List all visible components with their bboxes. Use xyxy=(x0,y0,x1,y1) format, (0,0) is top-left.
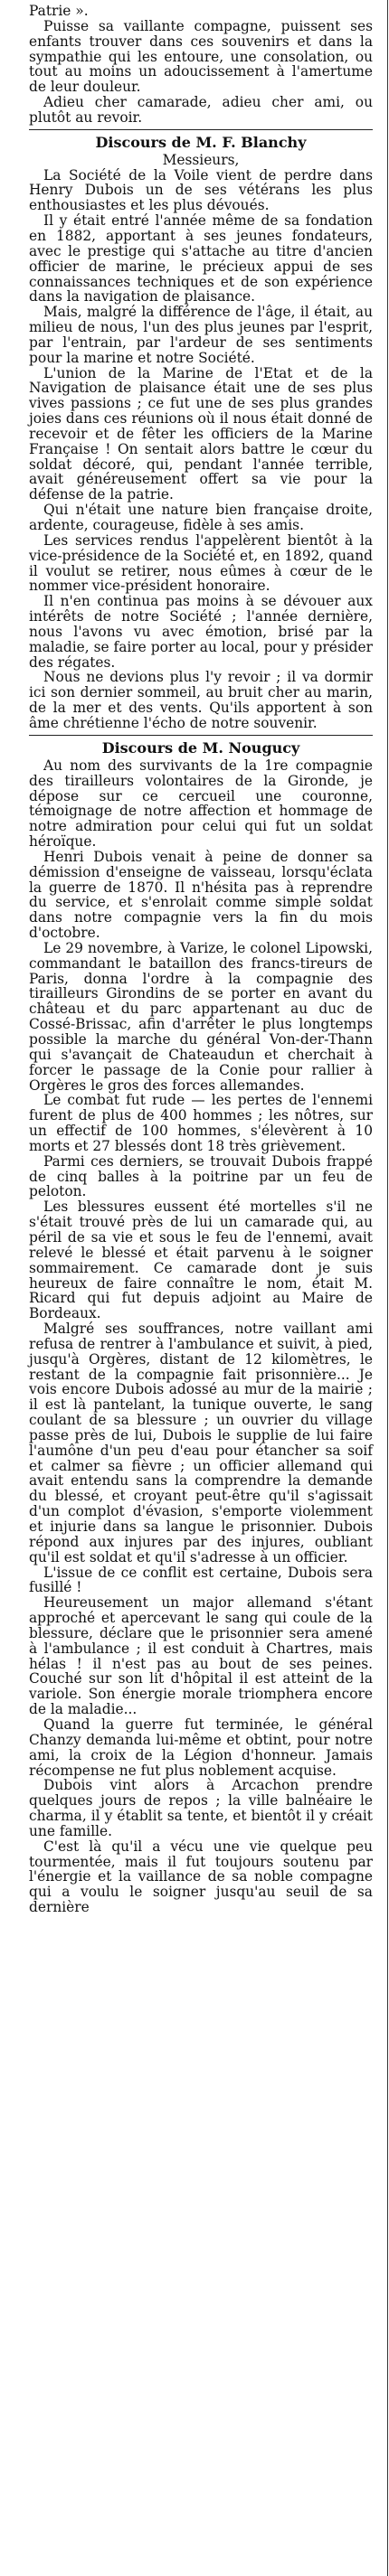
speech-blanchy-paragraph: Nous ne devions plus l'y revoir ; il va dormir ici son dernier sommeil, au bruit cher au marin, de la mer et des vents. Qu'ils apportent à son âme chrétienne l'écho de notre souvenir. xyxy=(29,669,373,731)
speech-blanchy-paragraph: Il y était entré l'année même de sa fondation en 1882, apportant à ses jeunes fondateurs, avec le prestige qui s'attache au titre d'ancien officier de marine, le précieux appui de ses connaissances techniques et de son expérience dans la navigation de plaisance. xyxy=(29,212,373,306)
speech-nougucy-paragraph: L'issue de ce conflit est certaine, Dubois sera fusillé ! xyxy=(29,1564,373,1596)
speech-nougucy-paragraph: Parmi ces derniers, se trouvait Dubois frappé de cinq balles à la poitrine par un feu de peloton. xyxy=(29,1152,373,1200)
column-rule-right xyxy=(387,0,388,2576)
speech-blanchy-salutation: Messieurs, xyxy=(162,151,240,168)
speech-blanchy-paragraph: Les services rendus l'appelèrent bientôt à la vice-présidence de la Société et, en 1892, quand il voulut se retirer, nous eûmes à cœur de le nommer vice-président honoraire. xyxy=(29,531,373,595)
speech-nougucy-paragraph: Heureusement un major allemand s'étant approché et apercevant le sang qui coule de la blessure, déclare que le prisonnier sera amené à l'ambulance ; il est conduit à Chartres, mais hélas ! il n'est pas au bout de ses peines. Couché sur son lit d'hôpital il est atteint de la variole. Son énergie morale triomphera encore de la maladie... xyxy=(29,1594,373,1718)
intro-paragraph-1: Patrie ». xyxy=(29,3,89,19)
intro-paragraph-3: Adieu cher camarade, adieu cher ami, ou plutôt au revoir. xyxy=(29,94,373,126)
speech-nougucy-paragraph: Malgré ses souffrances, notre vaillant ami refusa de rentrer à l'ambulance et suivit, à pied, jusqu'à Orgères, distant de 12 kilomètres, le restant de la compagnie fait prisonnière... Je vois encore Dubois adossé au mur de la mairie ; il est là pantelant, la tunique ouverte, le sang coulant de sa blessure ; un ouvrier du village passe près de lui, Dubois le supplie de lui faire l'aumône d'un peu d'eau pour étancher sa soif et calmer sa fièvre ; un officier allemand qui avait entendu sans la comprendre la demande du blessé, et croyant peut-être qu'il s'agissait d'un complot d'évasion, s'emporte violemment et injurie dans sa langue le prisonnier. Dubois répond aux injures par des injures, oubliant qu'il est soldat et qu'il s'adresse à un officier. xyxy=(29,1321,373,1565)
speech-nougucy-paragraph: C'est là qu'il a vécu une vie quelque peu tourmentée, mais il fut toujours soutenu par l'énergie et la vaillance de sa noble compagne qui a voulu le soigner jusqu'au seuil de sa dernière xyxy=(29,1838,373,1916)
speech-blanchy-title: Discours de M. F. Blanchy xyxy=(95,133,307,151)
speech-blanchy-paragraph: L'union de la Marine de l'Etat et de la Navigation de plaisance était une de ses plus vives passions ; ce fut une de ses plus grandes joies dans ces réunions où il nous était donné de recevoir et de fêter les officiers de la Marine Française ! On sentait alors battre le cœur du soldat décoré, qui, pendant l'année terrible, avait généreusement offert sa vie pour la défense de la patrie. xyxy=(29,364,373,503)
speech-nougucy-paragraph: Henri Dubois venait à peine de donner sa démission d'enseigne de vaisseau, lorsqu'éclata la guerre de 1870. Il n'hésita pas à reprendre du service, et s'enrolait comme simple soldat dans notre compagnie vers la fin du mois d'octobre. xyxy=(29,848,373,942)
intro-paragraph-2: Puisse sa vaillante compagne, puissent ses enfants trouver dans ces souvenirs et dans la sympathie qui les entoure, une consolation, ou tout au moins un adoucissement à l'amertume de leur douleur. xyxy=(29,17,373,96)
speech-nougucy-paragraph: Dubois vint alors à Arcachon prendre quelques jours de repos ; la ville balnéaire le charma, il y établit sa tente, et bientôt il y créait une famille. xyxy=(29,1777,373,1839)
speech-nougucy-paragraph: Au nom des survivants de la 1re compagnie des tirailleurs volontaires de la Gironde, je dépose sur ce cercueil une couronne, témoignage de notre affection et hommage de notre admiration pour celui qui fut un soldat héroïque. xyxy=(29,757,373,851)
speech-blanchy-paragraph: Il n'en continua pas moins à se dévouer aux intérêts de notre Société ; l'année dernière, nous l'avons vu avec émotion, brisé par la maladie, se faire porter au local, pour y présider des régates. xyxy=(29,593,373,671)
section-divider xyxy=(29,129,373,130)
speech-nougucy-paragraph: Le 29 novembre, à Varize, le colonel Lipowski, commandant le bataillon des francs-tireurs de Paris, donna l'ordre à la compagnie des tirailleurs Girondins de se porter en avant du château et du parc appartenant au duc de Cossé-Brissac, afin d'arrêter le plus longtemps possible la marche du général Von-der-Thann qui s'avançait de Chateaudun et cherchait à forcer le passage de la Conie pour rallier à Orgères le gros des forces allemandes. xyxy=(29,939,373,1094)
section-divider xyxy=(29,735,373,736)
article-column xyxy=(29,4,373,1915)
speech-nougucy-title: Discours de M. Nougucy xyxy=(101,738,300,757)
speech-nougucy-paragraph: Le combat fut rude — les pertes de l'ennemi furent de plus de 400 hommes ; les nôtres, sur un effectif de 100 hommes, s'élevèrent à 10 morts et 27 blessés dont 18 très grièvement. xyxy=(29,1092,373,1154)
speech-nougucy-paragraph: Quand la guerre fut terminée, le général Chanzy demanda lui-même et obtint, pour notre ami, la croix de la Légion d'honneur. Jamais récompense ne fut plus noblement acquise. xyxy=(29,1716,373,1779)
speech-nougucy-paragraph: Les blessures eussent été mortelles s'il ne s'était trouvé près de lui un camarade qui, au péril de sa vie et sous le feu de l'ennemi, avait relevé le blessé et était parvenu à le soigner sommairement. Ce camarade dont je suis heureux de faire connaître le nom, était M. Ricard qui fut depuis adjoint au Maire de Bordeaux. xyxy=(29,1199,373,1322)
speech-blanchy-paragraph: La Société de la Voile vient de perdre dans Henry Dubois un de ses vétérans les plus enthousiastes et les plus dévoués. xyxy=(29,166,373,214)
speech-blanchy-paragraph: Qui n'était une nature bien française droite, ardente, courageuse, fidèle à ses amis. xyxy=(29,502,373,533)
speech-blanchy-paragraph: Mais, malgré la différence de l'âge, il était, au milieu de nous, l'un des plus jeunes par l'esprit, par l'entrain, par l'ardeur de ses sentiments pour la marine et notre Société. xyxy=(29,304,373,366)
